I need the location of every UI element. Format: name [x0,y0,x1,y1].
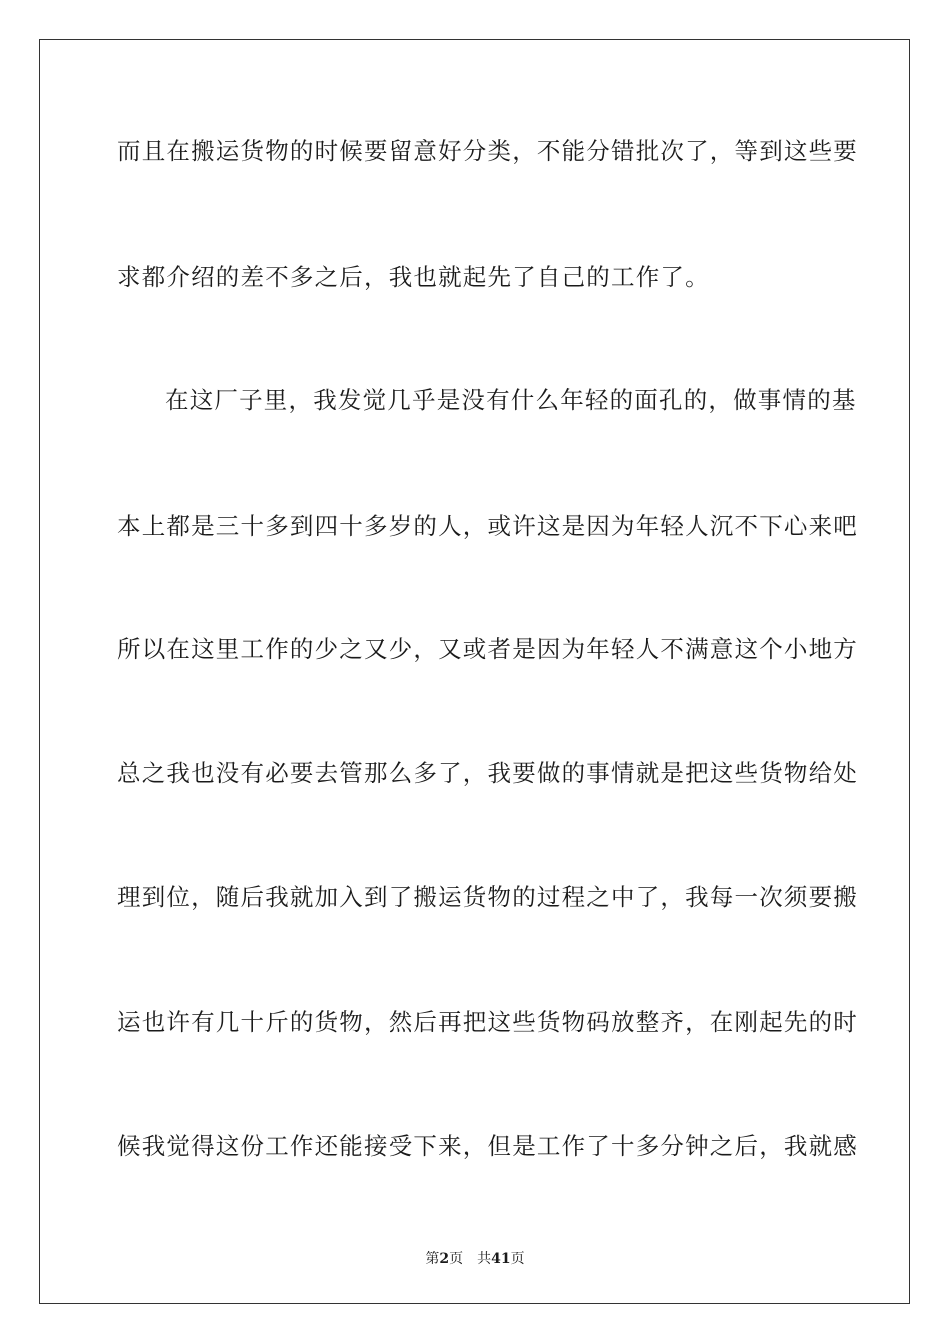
page-prefix: 第 [425,1251,440,1267]
text-line: 本上都是三十多到四十多岁的人，或许这是因为年轻人沉不下心来吧 [117,512,858,540]
text-line: 总之我也没有必要去管那么多了，我要做的事情就是把这些货物给处 [117,759,858,787]
text-line: 理到位，随后我就加入到了搬运货物的过程之中了，我每一次须要搬 [117,883,858,911]
text-line: 所以在这里工作的少之又少，又或者是因为年轻人不满意这个小地方 [117,635,858,663]
text-line: 候我觉得这份工作还能接受下来，但是工作了十多分钟之后，我就感 [117,1132,858,1160]
page-border [39,39,910,1304]
page-footer [0,1248,950,1268]
page-suffix: 页 [449,1251,464,1267]
text-line: 在这厂子里，我发觉几乎是没有什么年轻的面孔的，做事情的基 [165,386,857,414]
text-line: 运也许有几十斤的货物，然后再把这些货物码放整齐，在刚起先的时 [117,1008,858,1036]
total-suffix: 页 [510,1251,525,1267]
total-pages: 41 [491,1251,511,1267]
page-number: 2 [439,1251,450,1267]
total-prefix: 共 [477,1251,492,1267]
text-line: 而且在搬运货物的时候要留意好分类，不能分错批次了，等到这些要 [117,137,858,165]
text-line: 求都介绍的差不多之后，我也就起先了自己的工作了。 [117,263,710,291]
